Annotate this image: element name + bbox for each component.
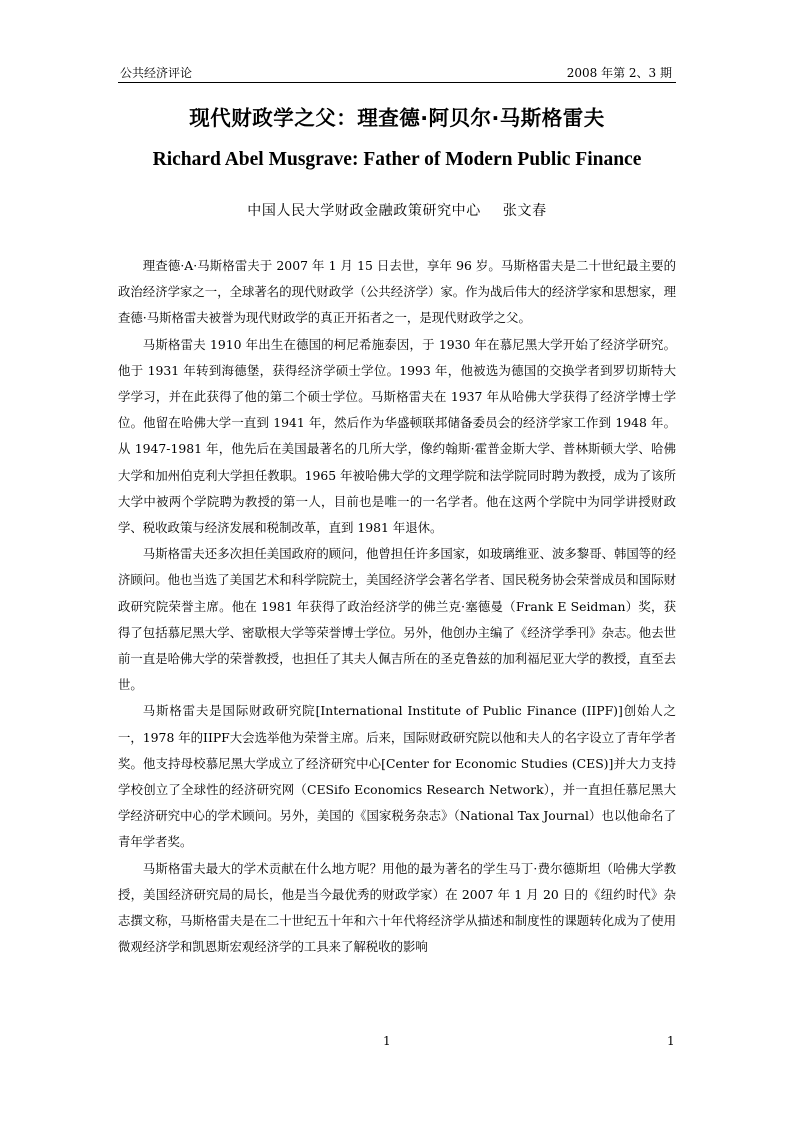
- issue-number: 2008 年第 2、3 期: [566, 66, 672, 80]
- body-paragraph: 马斯格雷夫最大的学术贡献在什么地方呢？用他的最为著名的学生马丁·费尔德斯坦（哈佛大学教授，美国经济研究局的局长，他是当今最优秀的财政学家）在 2007 年 1 月 20 日的《纽约时代》杂志撰文称，马斯格雷夫是在二十世纪五十年和六十年代将经济学从描述和制度性的课题转化成为了使用微观经济学和凯恩斯宏观经济学的工具来了解税收的影响: [118, 860, 676, 955]
- page-number-center: 1: [383, 1034, 391, 1048]
- author-line: [0, 199, 794, 223]
- body-paragraph: 马斯格雷夫 1910 年出生在德国的柯尼希施泰因，于 1930 年在慕尼黑大学开始了经济学研究。他于 1931 年转到海德堡，获得经济学硕士学位。1993 年，他被选为德国的交换学者到罗切斯特大学学习，并在此获得了他的第二个硕士学位。马斯格雷夫在 1937 年从哈佛大学获得了经济学博士学位。他留在哈佛大学一直到 1941 年，然后作为华盛顿联邦储备委员会的经济学家工作到 1948 年。从 1947-1981 年，他先后在美国最著名的几所大学，像约翰斯·霍普金斯大学、普林斯顿大学、哈佛大学和加州伯克利大学担任教职。1965 年被哈佛大学的文理学院和法学院同时聘为教授，成为了该所大学中被两个学院聘为教授的第一人，目前也是唯一的一名学者。他在这两个学院中为同学讲授财政学、税收政策与经济发展和税制改革，直到 1981 年退休。: [118, 336, 676, 536]
- journal-name: 公共经济评论: [120, 66, 193, 80]
- body-paragraph: 理查德·A·马斯格雷夫于 2007 年 1 月 15 日去世，享年 96 岁。马斯格雷夫是二十世纪最主要的政治经济学家之一，全球著名的现代财政学（公共经济学）家。作为战后伟大的经济学家和思想家，理查德·马斯格雷夫被誉为现代财政学的真正开拓者之一，是现代财政学之父。: [118, 258, 676, 326]
- author-name: 张文春: [502, 203, 547, 219]
- article-title-english: Richard Abel Musgrave: Father of Modern Public Finance: [152, 149, 642, 170]
- article-title-chinese: 现代财政学之父：理查德·阿贝尔·马斯格雷夫: [189, 106, 605, 130]
- running-header: [118, 64, 676, 83]
- author-affiliation: 中国人民大学财政金融政策研究中心: [247, 203, 481, 219]
- body-paragraph: 马斯格雷夫还多次担任美国政府的顾问，他曾担任许多国家，如玻璃维亚、波多黎哥、韩国等的经济顾问。他也当选了美国艺术和科学院院士，美国经济学会著名学者、国民税务协会荣誉成员和国际财政研究院荣誉主席。他在 1981 年获得了政治经济学的佛兰克·塞德曼（Frank E Seidman）奖，获得了包括慕尼黑大学、密歇根大学等荣誉博士学位。另外，他创办主编了《经济学季刊》杂志。他去世前一直是哈佛大学的荣誉教授，也担任了其夫人佩吉所在的圣克鲁兹的加利福尼亚大学的教授，直至去世。: [118, 546, 676, 693]
- page-number-right: 1: [667, 1034, 675, 1048]
- article-body: [118, 253, 676, 960]
- body-paragraph: 马斯格雷夫是国际财政研究院[International Institute of Public Finance (IIPF)]创始人之一，1978 年的IIPF大会选举他为荣誉主席。后来，国际财政研究院以他和夫人的名字设立了青年学者奖。他支持母校慕尼黑大学成立了经济研究中心[Center for Economic Studies (CES)]并大力支持学校创立了全球性的经济研究网（CESifo Economics Research Network），并一直担任慕尼黑大学经济研究中心的学术顾问。另外，美国的《国家税务杂志》（National Tax Journal）也以他命名了青年学者奖。: [118, 703, 676, 850]
